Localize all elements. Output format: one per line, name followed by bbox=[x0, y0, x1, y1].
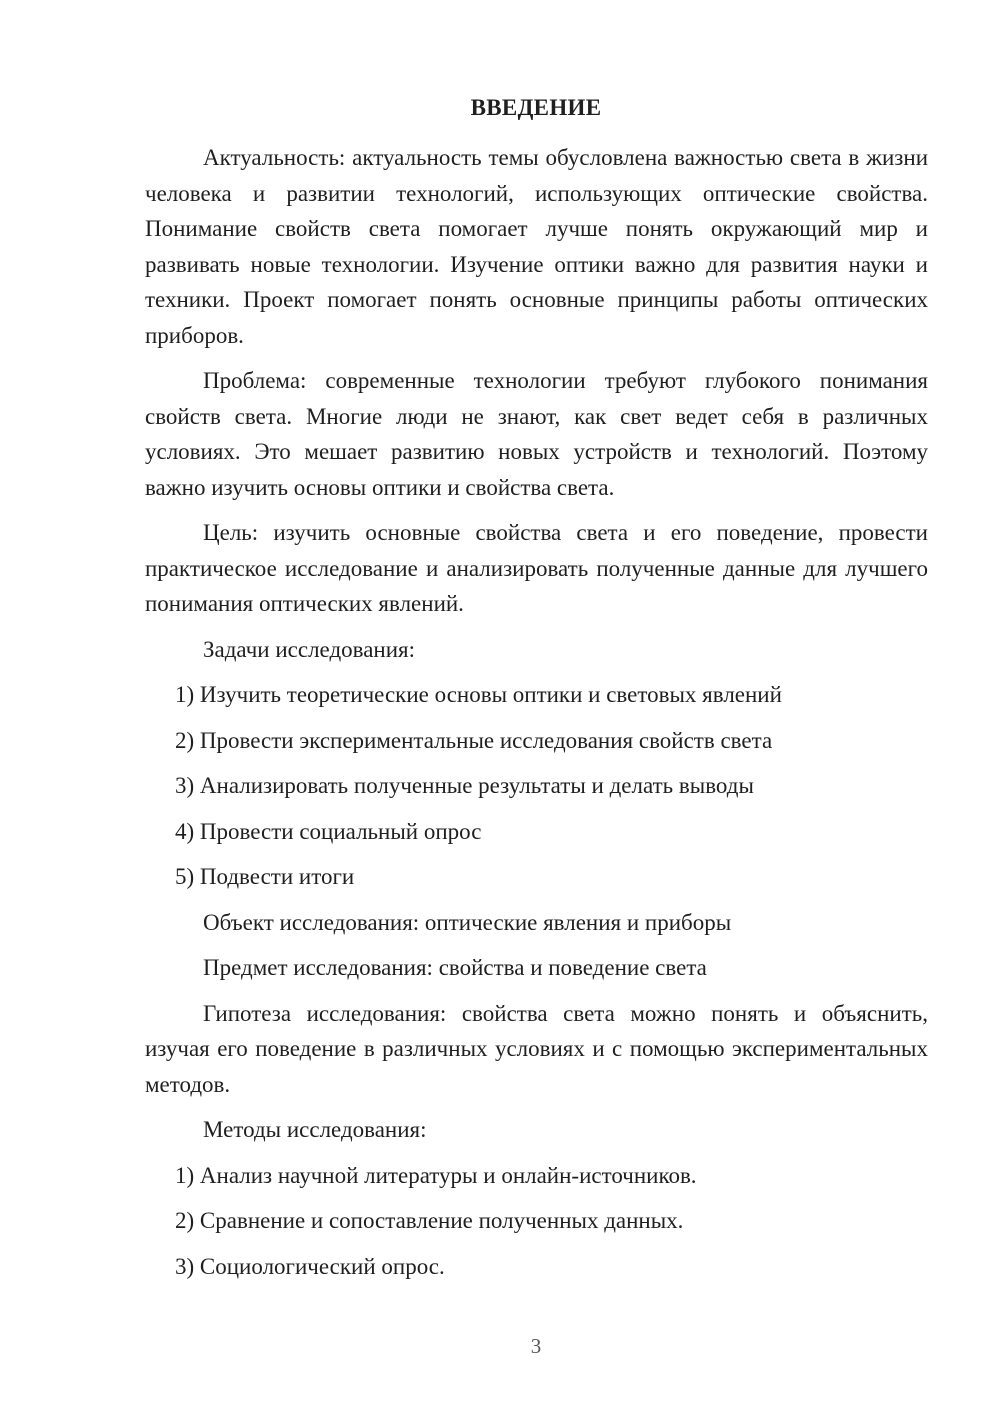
hypothesis-paragraph: Гипотеза исследования: свойства света можно понять и объяснить, изучая его поведение в различных условиях и с помощью экспериментальных методов. bbox=[145, 1000, 928, 1097]
methods-heading: Методы исследования: bbox=[203, 1117, 427, 1142]
task-item-3: 3) Анализировать полученные результаты и делать выводы bbox=[175, 773, 754, 798]
task-item-1: 1) Изучить теоретические основы оптики и световых явлений bbox=[175, 682, 782, 707]
method-item-3: 3) Социологический опрос. bbox=[175, 1253, 445, 1279]
method-item-1: 1) Анализ научной литературы и онлайн-источников. bbox=[175, 1162, 697, 1188]
page-title: ВВЕДЕНИЕ bbox=[470, 95, 602, 120]
research-object: Объект исследования: оптические явления и приборы bbox=[203, 909, 732, 935]
goal-paragraph: Цель: изучить основные свойства света и его поведение, провести практическое исследование и анализировать полученные данные для лучшего понимания оптических явлений. bbox=[145, 520, 928, 616]
method-item-2: 2) Сравнение и сопоставление полученных данных. bbox=[175, 1208, 684, 1233]
task-item-5: 5) Подвести итоги bbox=[175, 864, 355, 889]
task-item-2: 2) Провести экспериментальные исследования свойств света bbox=[175, 727, 773, 753]
page-number: 3 bbox=[530, 1334, 542, 1358]
tasks-heading: Задачи исследования: bbox=[203, 636, 416, 662]
task-item-4: 4) Провести социальный опрос bbox=[175, 818, 482, 844]
research-subject: Предмет исследования: свойства и поведение света bbox=[203, 955, 707, 980]
relevance-paragraph: Актуальность: актуальность темы обусловлена важностью света в жизни человека и развитии технологий, использующих оптические свойства. Понимание свойств света помогает лучше понять окружающий мир и развивать новые технологии. Изучение оптики важно для развития науки и техники. Проект помогает понять основные принципы работы оптических приборов. bbox=[145, 145, 928, 348]
document-body bbox=[145, 140, 928, 1294]
problem-paragraph: Проблема: современные технологии требуют глубокого понимания свойств света. Многие люди не знают, как свет ведет себя в различных условиях. Это мешает развитию новых устройств и технологий. Поэтому важно изучить основы оптики и свойства света. bbox=[145, 368, 928, 500]
